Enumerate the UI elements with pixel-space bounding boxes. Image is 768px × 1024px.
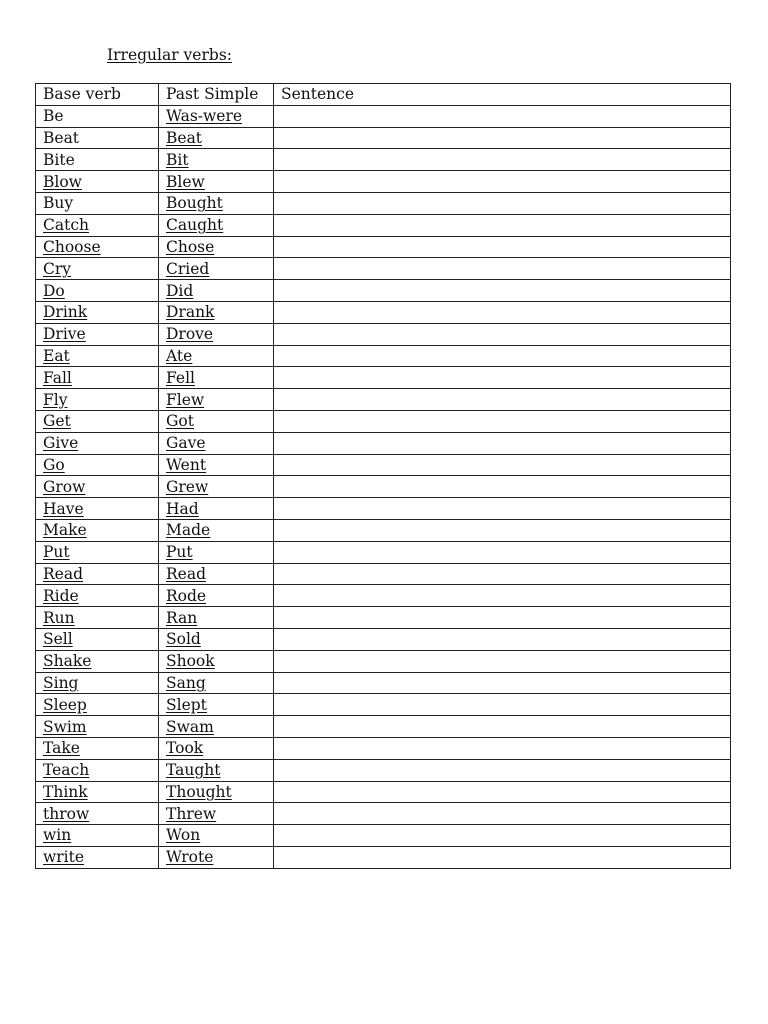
sentence-cell[interactable] xyxy=(274,716,731,738)
past-simple-text: Got xyxy=(166,412,194,431)
base-verb-text: Teach xyxy=(43,761,90,780)
sentence-cell[interactable] xyxy=(274,149,731,171)
sentence-cell[interactable] xyxy=(274,759,731,781)
base-verb-cell xyxy=(36,781,159,803)
table-row xyxy=(36,585,731,607)
table-row xyxy=(36,846,731,868)
past-simple-cell xyxy=(159,410,274,432)
base-verb-cell xyxy=(36,694,159,716)
base-verb-cell xyxy=(36,301,159,323)
table-row xyxy=(36,716,731,738)
base-verb-cell xyxy=(36,607,159,629)
page-title: Irregular verbs: xyxy=(107,46,232,64)
base-verb-text: Get xyxy=(43,412,71,431)
base-verb-cell xyxy=(36,258,159,280)
past-simple-cell xyxy=(159,323,274,345)
past-simple-text: Took xyxy=(166,739,204,758)
base-verb-cell xyxy=(36,192,159,214)
sentence-cell[interactable] xyxy=(274,672,731,694)
past-simple-text: Taught xyxy=(166,761,221,780)
base-verb-cell xyxy=(36,105,159,127)
base-verb-text: Ride xyxy=(43,586,79,605)
header-sentence: Sentence xyxy=(274,84,731,106)
base-verb-cell xyxy=(36,432,159,454)
sentence-cell[interactable] xyxy=(274,432,731,454)
table-row xyxy=(36,498,731,520)
past-simple-cell xyxy=(159,585,274,607)
table-row xyxy=(36,301,731,323)
base-verb-text: Have xyxy=(43,499,84,518)
past-simple-text: Drove xyxy=(166,325,214,344)
sentence-cell[interactable] xyxy=(274,105,731,127)
past-simple-text: Ate xyxy=(166,346,193,365)
past-simple-cell xyxy=(159,694,274,716)
table-row xyxy=(36,672,731,694)
table-row xyxy=(36,454,731,476)
past-simple-cell xyxy=(159,432,274,454)
past-simple-text: Shook xyxy=(166,652,215,671)
base-verb-text: Do xyxy=(43,281,65,300)
table-row xyxy=(36,650,731,672)
base-verb-cell xyxy=(36,803,159,825)
sentence-cell[interactable] xyxy=(274,454,731,476)
past-simple-text: Sang xyxy=(166,673,206,692)
base-verb-cell xyxy=(36,541,159,563)
past-simple-text: Sold xyxy=(166,630,201,649)
base-verb-text: throw xyxy=(43,804,90,823)
past-simple-text: Swam xyxy=(166,717,214,736)
base-verb-text: win xyxy=(43,826,72,845)
past-simple-cell xyxy=(159,781,274,803)
past-simple-cell xyxy=(159,301,274,323)
past-simple-text: Drank xyxy=(166,303,215,322)
past-simple-cell xyxy=(159,389,274,411)
past-simple-text: Wrote xyxy=(166,848,214,867)
past-simple-cell xyxy=(159,127,274,149)
sentence-cell[interactable] xyxy=(274,781,731,803)
base-verb-cell xyxy=(36,498,159,520)
past-simple-text: Ran xyxy=(166,608,198,627)
base-verb-cell xyxy=(36,149,159,171)
past-simple-cell xyxy=(159,258,274,280)
past-simple-cell xyxy=(159,803,274,825)
base-verb-cell xyxy=(36,323,159,345)
table-row xyxy=(36,803,731,825)
past-simple-cell xyxy=(159,759,274,781)
base-verb-cell xyxy=(36,846,159,868)
table-row xyxy=(36,280,731,302)
base-verb-text: Swim xyxy=(43,717,87,736)
base-verb-cell xyxy=(36,367,159,389)
base-verb-text: Cry xyxy=(43,259,72,278)
base-verb-cell xyxy=(36,127,159,149)
past-simple-text: Thought xyxy=(166,782,232,801)
sentence-cell[interactable] xyxy=(274,846,731,868)
past-simple-text: Read xyxy=(166,564,207,583)
sentence-cell[interactable] xyxy=(274,236,731,258)
base-verb-cell xyxy=(36,236,159,258)
base-verb-text: Fall xyxy=(43,368,72,387)
header-past-simple: Past Simple xyxy=(159,84,274,106)
base-verb-text: Make xyxy=(43,521,87,540)
base-verb-text: Shake xyxy=(43,652,92,671)
base-verb-cell xyxy=(36,825,159,847)
past-simple-cell xyxy=(159,716,274,738)
table-row xyxy=(36,192,731,214)
sentence-cell[interactable] xyxy=(274,127,731,149)
table-row xyxy=(36,171,731,193)
sentence-cell[interactable] xyxy=(274,171,731,193)
past-simple-text: Was-were xyxy=(166,107,243,126)
sentence-cell[interactable] xyxy=(274,803,731,825)
table-row xyxy=(36,105,731,127)
base-verb-cell xyxy=(36,476,159,498)
past-simple-cell xyxy=(159,345,274,367)
past-simple-text: Went xyxy=(166,455,207,474)
sentence-cell[interactable] xyxy=(274,607,731,629)
base-verb-text: Sell xyxy=(43,630,73,649)
past-simple-cell xyxy=(159,607,274,629)
base-verb-text: Bite xyxy=(43,150,75,169)
past-simple-cell xyxy=(159,628,274,650)
past-simple-text: Flew xyxy=(166,390,205,409)
base-verb-text: Beat xyxy=(43,128,80,147)
past-simple-text: Did xyxy=(166,281,194,300)
base-verb-cell xyxy=(36,345,159,367)
base-verb-text: Drink xyxy=(43,303,88,322)
table-row xyxy=(36,476,731,498)
past-simple-cell xyxy=(159,672,274,694)
table-row xyxy=(36,519,731,541)
table-row xyxy=(36,323,731,345)
table-body xyxy=(36,105,731,868)
table-row xyxy=(36,389,731,411)
table-row xyxy=(36,258,731,280)
sentence-cell[interactable] xyxy=(274,825,731,847)
past-simple-cell xyxy=(159,171,274,193)
past-simple-text: Blew xyxy=(166,172,205,191)
base-verb-cell xyxy=(36,759,159,781)
sentence-cell[interactable] xyxy=(274,541,731,563)
base-verb-text: Be xyxy=(43,107,64,126)
table-row xyxy=(36,367,731,389)
sentence-cell[interactable] xyxy=(274,323,731,345)
base-verb-text: Read xyxy=(43,564,84,583)
past-simple-text: Made xyxy=(166,521,211,540)
past-simple-text: Slept xyxy=(166,695,207,714)
base-verb-text: Put xyxy=(43,543,70,562)
base-verb-text: Blow xyxy=(43,172,82,191)
sentence-cell[interactable] xyxy=(274,345,731,367)
base-verb-text: Sleep xyxy=(43,695,87,714)
base-verb-text: Give xyxy=(43,434,79,453)
sentence-cell[interactable] xyxy=(274,389,731,411)
past-simple-cell xyxy=(159,280,274,302)
past-simple-text: Gave xyxy=(166,434,206,453)
past-simple-text: Fell xyxy=(166,368,195,387)
base-verb-text: write xyxy=(43,848,85,867)
base-verb-text: Take xyxy=(43,739,80,758)
base-verb-cell xyxy=(36,716,159,738)
sentence-cell[interactable] xyxy=(274,301,731,323)
base-verb-cell xyxy=(36,454,159,476)
table-row xyxy=(36,236,731,258)
past-simple-cell xyxy=(159,498,274,520)
past-simple-cell xyxy=(159,825,274,847)
past-simple-cell xyxy=(159,541,274,563)
table-header-row xyxy=(36,84,731,106)
base-verb-cell xyxy=(36,389,159,411)
table-row xyxy=(36,149,731,171)
base-verb-text: Choose xyxy=(43,237,101,256)
past-simple-text: Won xyxy=(166,826,201,845)
past-simple-cell xyxy=(159,563,274,585)
base-verb-text: Fly xyxy=(43,390,68,409)
base-verb-text: Think xyxy=(43,782,88,801)
table-row xyxy=(36,541,731,563)
base-verb-cell xyxy=(36,410,159,432)
past-simple-text: Put xyxy=(166,543,193,562)
base-verb-text: Sing xyxy=(43,673,79,692)
past-simple-cell xyxy=(159,650,274,672)
table-row xyxy=(36,781,731,803)
table-row xyxy=(36,825,731,847)
past-simple-cell xyxy=(159,192,274,214)
past-simple-text: Bit xyxy=(166,150,189,169)
base-verb-text: Eat xyxy=(43,346,70,365)
past-simple-cell xyxy=(159,105,274,127)
irregular-verbs-table xyxy=(35,83,731,869)
base-verb-text: Drive xyxy=(43,325,86,344)
past-simple-text: Bought xyxy=(166,194,223,213)
past-simple-text: Threw xyxy=(166,804,217,823)
past-simple-text: Rode xyxy=(166,586,207,605)
base-verb-text: Catch xyxy=(43,216,89,235)
table-row xyxy=(36,628,731,650)
past-simple-text: Beat xyxy=(166,128,203,147)
header-base-verb: Base verb xyxy=(36,84,159,106)
sentence-cell[interactable] xyxy=(274,258,731,280)
table-row xyxy=(36,214,731,236)
sentence-cell[interactable] xyxy=(274,367,731,389)
past-simple-text: Caught xyxy=(166,216,224,235)
base-verb-text: Run xyxy=(43,608,75,627)
past-simple-text: Had xyxy=(166,499,199,518)
sentence-cell[interactable] xyxy=(274,476,731,498)
past-simple-cell xyxy=(159,367,274,389)
sentence-cell[interactable] xyxy=(274,650,731,672)
sentence-cell[interactable] xyxy=(274,628,731,650)
sentence-cell[interactable] xyxy=(274,280,731,302)
base-verb-cell xyxy=(36,171,159,193)
base-verb-cell xyxy=(36,585,159,607)
base-verb-cell xyxy=(36,519,159,541)
base-verb-text: Go xyxy=(43,455,65,474)
table-row xyxy=(36,694,731,716)
sentence-cell[interactable] xyxy=(274,694,731,716)
base-verb-cell xyxy=(36,672,159,694)
base-verb-cell xyxy=(36,650,159,672)
base-verb-text: Grow xyxy=(43,477,86,496)
table-row xyxy=(36,410,731,432)
sentence-cell[interactable] xyxy=(274,737,731,759)
base-verb-text: Buy xyxy=(43,194,74,213)
past-simple-cell xyxy=(159,476,274,498)
sentence-cell[interactable] xyxy=(274,498,731,520)
past-simple-cell xyxy=(159,214,274,236)
past-simple-cell xyxy=(159,236,274,258)
past-simple-cell xyxy=(159,149,274,171)
table-row xyxy=(36,563,731,585)
past-simple-text: Grew xyxy=(166,477,209,496)
base-verb-cell xyxy=(36,628,159,650)
sentence-cell[interactable] xyxy=(274,519,731,541)
sentence-cell[interactable] xyxy=(274,563,731,585)
base-verb-cell xyxy=(36,280,159,302)
past-simple-cell xyxy=(159,519,274,541)
past-simple-cell xyxy=(159,737,274,759)
table-row xyxy=(36,759,731,781)
past-simple-text: Cried xyxy=(166,259,210,278)
sentence-cell[interactable] xyxy=(274,410,731,432)
sentence-cell[interactable] xyxy=(274,585,731,607)
past-simple-text: Chose xyxy=(166,237,215,256)
table-row xyxy=(36,345,731,367)
sentence-cell[interactable] xyxy=(274,192,731,214)
table-row xyxy=(36,607,731,629)
past-simple-cell xyxy=(159,454,274,476)
past-simple-cell xyxy=(159,846,274,868)
base-verb-cell xyxy=(36,563,159,585)
table-row xyxy=(36,737,731,759)
table-row xyxy=(36,432,731,454)
base-verb-cell xyxy=(36,214,159,236)
sentence-cell[interactable] xyxy=(274,214,731,236)
base-verb-cell xyxy=(36,737,159,759)
table-row xyxy=(36,127,731,149)
